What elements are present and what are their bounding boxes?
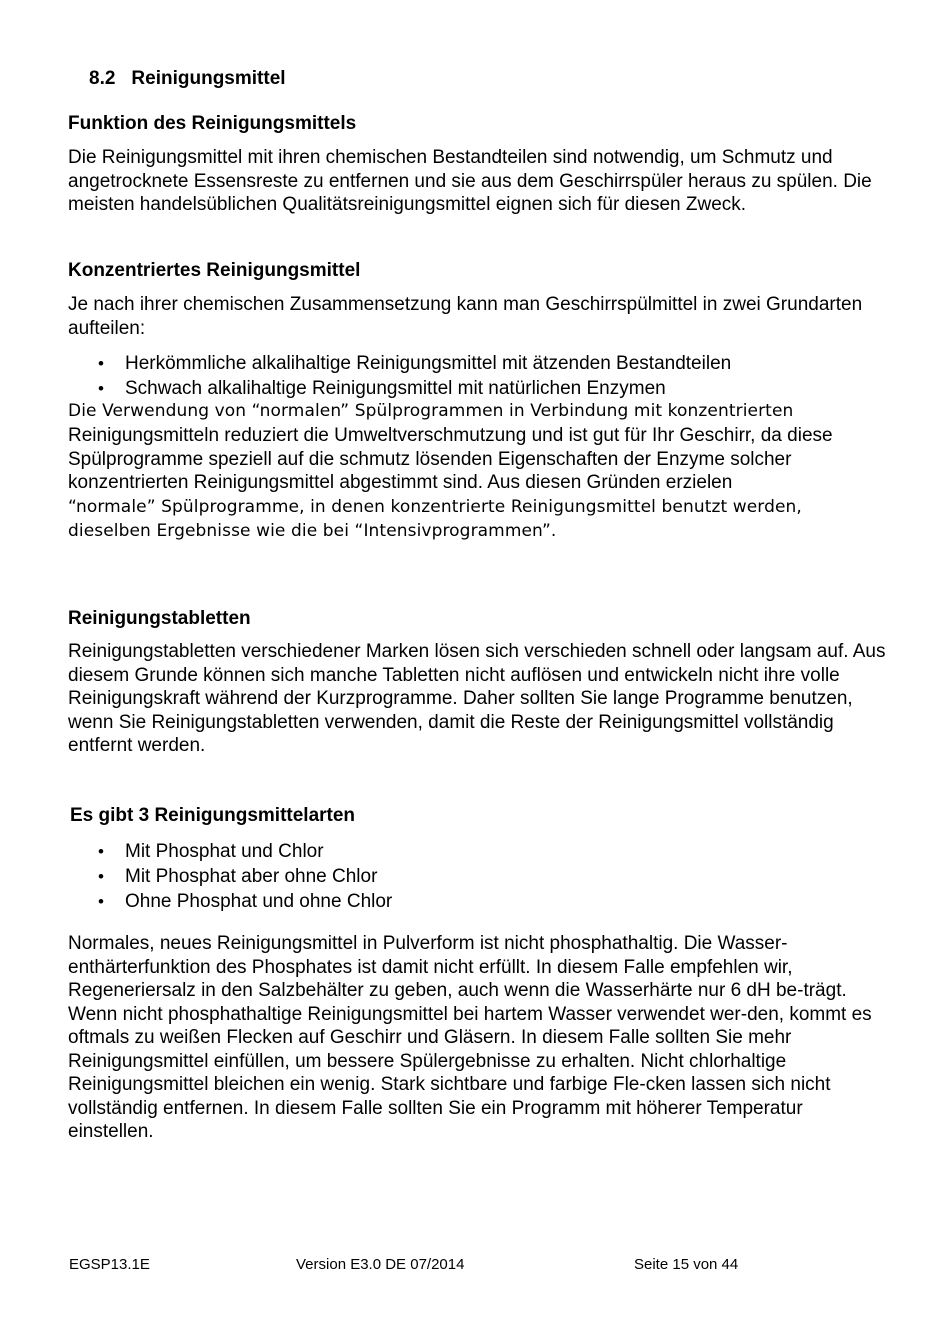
list-item: • Mit Phosphat und Chlor (98, 841, 324, 862)
list-item: • Ohne Phosphat und ohne Chlor (98, 891, 393, 912)
paragraph-funktion: Die Reinigungsmittel mit ihren chemischen Bestandteilen sind notwendig, um Schmutz und angetrocknete Essensreste zu entfernen und sie aus dem Geschirrspüler heraus zu spülen. Die meisten handelsüblichen Qualitätsreinigungsmittel eignen sich für diesen Zweck. (68, 147, 872, 215)
bullet-icon: • (98, 892, 104, 911)
bullet-icon: • (98, 867, 104, 886)
list-item: • Mit Phosphat aber ohne Chlor (98, 866, 378, 887)
bullet-list-grundarten (68, 351, 731, 401)
section-number: 8.2 (89, 68, 116, 89)
bullet-icon: • (98, 379, 104, 398)
paragraph-arten: Normales, neues Reinigungsmittel in Pulverform ist nicht phosphathaltig. Die Wasser-enthärterfunktion des Phosphates ist damit nicht erfüllt. In diesem Falle empfehlen wir, Regeneriersalz in den Salzbehälter zu geben, auch wenn die Wasserhärte nur 6 dH be-trägt. Wenn nicht phosphathaltige Reinigungsmittel bei hartem Wasser verwendet wer-den, kommt es oftmals zu weißen Flecken auf Geschirr und Gläsern. In diesem Falle sollten Sie mehr Reinigungsmittel einfüllen, um bessere Spülergebnisse zu erhalten. Nicht chlorhaltige Reinigungsmittel bleichen ein wenig. Stark sichtbare und farbige Fle-cken lassen sich nicht vollständig entfernen. In diesem Falle sollten Sie ein Programm mit höherer Temperatur einstellen. (68, 933, 872, 1142)
list-item: • Herkömmliche alkalihaltige Reinigungsmittel mit ätzenden Bestandteilen (98, 353, 732, 374)
bullet-list-arten (68, 839, 392, 914)
footer-page-number: Seite 15 von 44 (634, 1256, 739, 1273)
bullet-icon: • (98, 842, 104, 861)
section-title (89, 67, 286, 91)
section-title-text: Reinigungsmittel (131, 68, 286, 89)
paragraph-konzentriert-intro: Je nach ihrer chemischen Zusammensetzung kann man Geschirrspülmittel in zwei Grundarten aufteilen: (68, 294, 863, 339)
heading-funktion: Funktion des Reinigungsmittels (68, 113, 357, 134)
heading-tabletten: Reinigungstabletten (68, 608, 251, 629)
heading-arten: Es gibt 3 Reinigungsmittelarten (70, 805, 356, 826)
heading-konzentriert: Konzentriertes Reinigungsmittel (68, 260, 361, 281)
footer-model: EGSP13.1E (69, 1256, 150, 1273)
paragraph-tabletten: Reinigungstabletten verschiedener Marken lösen sich verschieden schnell oder langsam auf. Aus diesem Grunde können sich manche Tabletten nicht auflösen und entwickeln nicht ihre volle Reinigungskraft während der Kurzprogramme. Daher sollten Sie lange Programme benutzen, wenn Sie Reinigungstabletten verwenden, damit die Reste der Reinigungsmittel vollständig entfernt werden. (68, 641, 886, 756)
list-item: • Schwach alkalihaltige Reinigungsmittel mit natürlichen Enzymen (98, 378, 666, 399)
paragraph-konzentriert-line1: Die Verwendung von “normalen” Spülprogrammen in Verbindung mit konzentrierten (68, 401, 794, 421)
paragraph-konzentriert-end: “normale” Spülprogramme, in denen konzentrierte Reinigungsmittel benutzt werden, dieselben Ergebnisse wie die bei “Intensivprogrammen”. (68, 497, 802, 541)
paragraph-konzentriert-body: Reinigungsmitteln reduziert die Umweltverschmutzung und ist gut für Ihr Geschirr, da diese Spülprogramme speziell auf die schmutz lösenden Eigenschaften der Enzyme solcher konzentrierten Reinigungsmittel abgestimmt sind. Aus diesen Gründen erzielen (68, 425, 833, 493)
bullet-icon: • (98, 354, 104, 373)
footer-version: Version E3.0 DE 07/2014 (296, 1256, 465, 1273)
